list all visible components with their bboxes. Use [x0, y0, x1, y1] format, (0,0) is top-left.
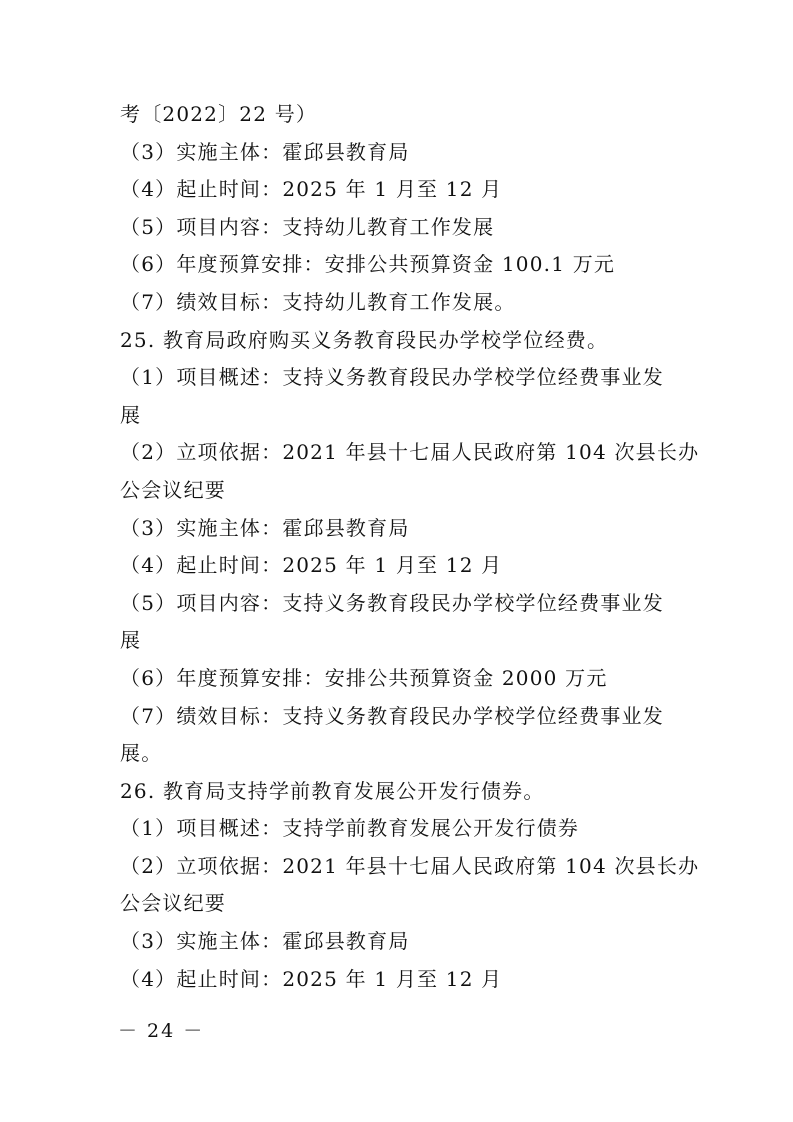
text-line: 公会议纪要 — [120, 891, 226, 916]
text-line: 展 — [120, 628, 142, 653]
section-heading-25: 25. 教育局政府购买义务教育段民办学校学位经费。 — [120, 327, 609, 352]
text-line: （6）年度预算安排：安排公共预算资金 2000 万元 — [120, 665, 608, 690]
text-line: （4）起止时间：2025 年 1 月至 12 月 — [120, 553, 503, 578]
text-line: 展。 — [120, 741, 163, 766]
section-heading-26: 26. 教育局支持学前教育发展公开发行债券。 — [120, 778, 545, 803]
text-line: （6）年度预算安排：安排公共预算资金 100.1 万元 — [120, 252, 616, 277]
text-line: （3）实施主体：霍邱县教育局 — [120, 515, 410, 540]
page-number: － 24 － — [118, 1020, 205, 1042]
text-line: （7）绩效目标：支持幼儿教育工作发展。 — [120, 289, 516, 314]
text-line: 展 — [120, 402, 142, 427]
text-line: （4）起止时间：2025 年 1 月至 12 月 — [120, 177, 503, 202]
text-line: （1）项目概述：支持义务教育段民办学校学位经费事业发 — [120, 365, 664, 390]
text-line: 公会议纪要 — [120, 477, 226, 502]
text-line: （4）起止时间：2025 年 1 月至 12 月 — [120, 966, 503, 991]
text-line: （2）立项依据：2021 年县十七届人民政府第 104 次县长办 — [120, 853, 700, 878]
text-line: （5）项目内容：支持义务教育段民办学校学位经费事业发 — [120, 590, 664, 615]
document-body — [120, 96, 700, 998]
text-line: （2）立项依据：2021 年县十七届人民政府第 104 次县长办 — [120, 440, 700, 465]
text-line: （5）项目内容：支持幼儿教育工作发展 — [120, 214, 495, 239]
text-line: （3）实施主体：霍邱县教育局 — [120, 139, 410, 164]
text-line: （7）绩效目标：支持义务教育段民办学校学位经费事业发 — [120, 703, 664, 728]
text-line: （1）项目概述：支持学前教育发展公开发行债券 — [120, 816, 580, 841]
text-line: 考〔2022〕22 号） — [120, 102, 318, 126]
text-line: （3）实施主体：霍邱县教育局 — [120, 929, 410, 954]
